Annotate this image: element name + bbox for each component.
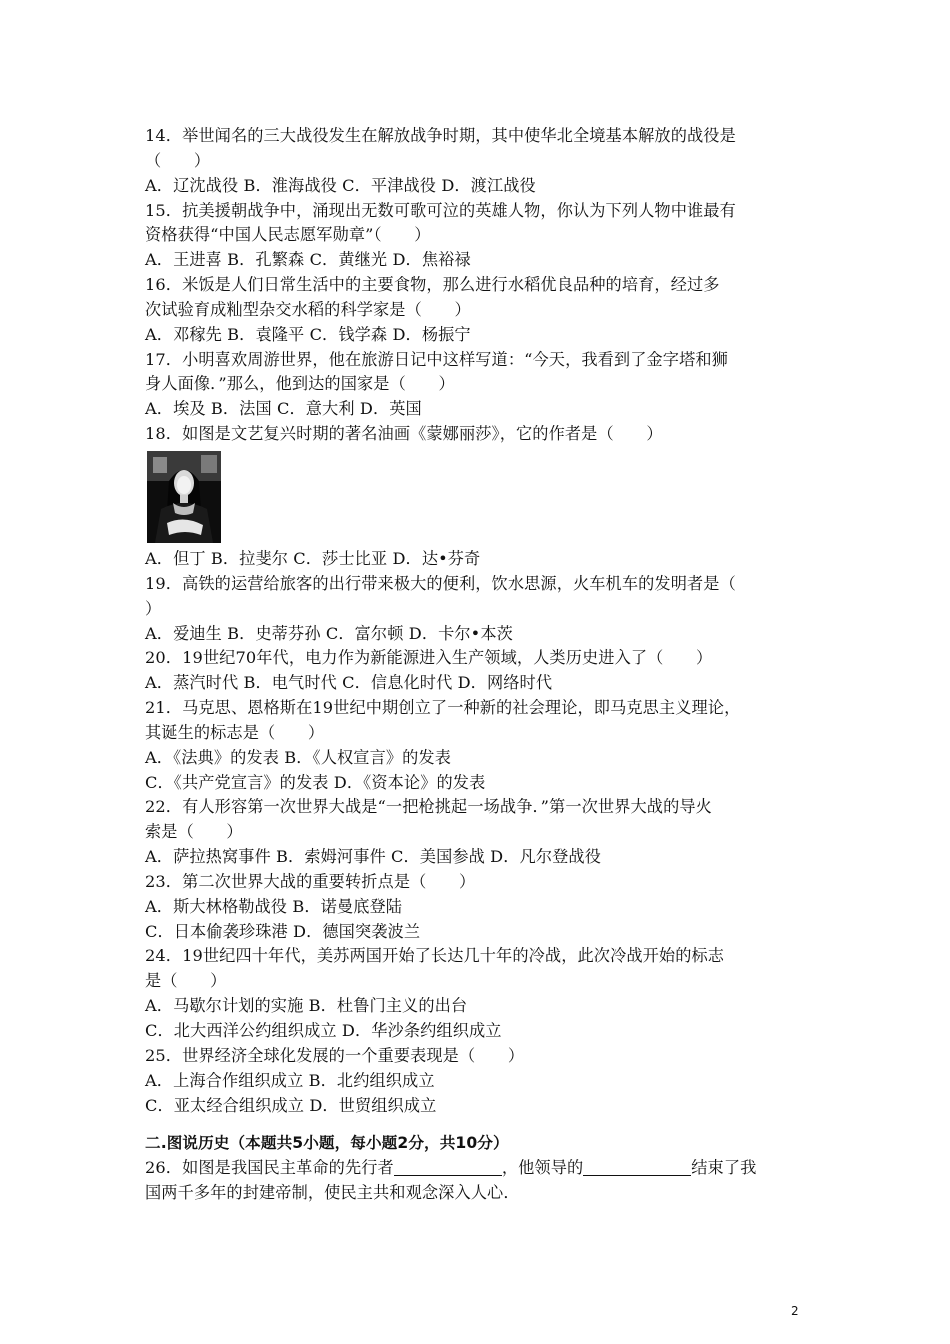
text-line: A．马歇尔计划的实施 B．杜鲁门主义的出台 <box>145 996 468 1016</box>
text-line: （ ） <box>145 150 211 170</box>
text-line: C．亚太经合组织成立 D．世贸组织成立 <box>145 1095 437 1115</box>
text-line: A．上海合作组织成立 B．北约组织成立 <box>145 1070 435 1090</box>
text-line: A．爱迪生 B．史蒂芬孙 C．富尔顿 D．卡尔•本茨 <box>145 623 513 643</box>
text-line: 21．马克思、恩格斯在19世纪中期创立了一种新的社会理论，即马克思主义理论， <box>145 698 741 718</box>
text-line: A．《法典》的发表 B．《人权宣言》的发表 <box>145 747 452 767</box>
text-line: 16．米饭是人们日常生活中的主要食物，那么进行水稻优良品种的培育，经过多 <box>145 275 720 295</box>
section-title: 二.图说历史（本题共5小题，每小题2分，共10分） <box>145 1134 509 1153</box>
text-line: A．但丁 B．拉斐尔 C．莎士比亚 D．达•芬奇 <box>145 548 481 568</box>
mona-lisa-image-area <box>145 447 813 547</box>
text-line: 14．举世闻名的三大战役发生在解放战争时期，其中使华北全境基本解放的战役是 <box>145 126 736 145</box>
text-line: 17．小明喜欢周游世界，他在旅游日记中这样写道：“今天，我看到了金字塔和狮 <box>145 349 728 369</box>
text-line: 23．第二次世界大战的重要转折点是（ ） <box>145 871 476 891</box>
text-line: A．斯大林格勒战役 B．诺曼底登陆 <box>145 896 403 916</box>
text-line: 20．19世纪70年代，电力作为新能源进入生产领域，人类历史进入了（ ） <box>145 648 713 668</box>
text-line: 索是（ ） <box>145 822 243 842</box>
text-line: 15．抗美援朝战争中，涌现出无数可歌可泣的英雄人物，你认为下列人物中谁最有 <box>145 200 736 220</box>
text-line: ） <box>145 598 162 618</box>
text-line: 22．有人形容第一次世界大战是“一把枪挑起一场战争．”第一次世界大战的导火 <box>145 797 712 817</box>
question-content <box>145 124 813 1206</box>
text-line: C．日本偷袭珍珠港 D．德国突袭波兰 <box>145 921 421 941</box>
text-line: 次试验育成籼型杂交水稻的科学家是（ ） <box>145 299 471 319</box>
text-line: 资格获得“中国人民志愿军勋章”（ ） <box>145 225 431 245</box>
text-line: C．《共产党宣言》的发表 D．《资本论》的发表 <box>145 772 486 792</box>
answer-blank-2[interactable] <box>583 1159 691 1176</box>
text-line: A．辽沈战役 B．淮海战役 C．平津战役 D．渡江战役 <box>145 175 536 195</box>
answer-blank-1[interactable] <box>394 1159 502 1176</box>
mona-lisa-image <box>147 451 221 543</box>
questions-14-18 <box>145 124 813 447</box>
page-number: 2 <box>791 1304 799 1318</box>
text-line: 其诞生的标志是（ ） <box>145 722 325 742</box>
question-26-line-2: 国两千多年的封建帝制，使民主共和观念深入人心． <box>145 1183 520 1203</box>
text-line: 25．世界经济全球化发展的一个重要表现是（ ） <box>145 1045 525 1065</box>
text-line: 19．高铁的运营给旅客的出行带来极大的便利，饮水思源，火车机车的发明者是（ <box>145 573 736 593</box>
text-line: 18．如图是文艺复兴时期的著名油画《蒙娜丽莎》，它的作者是（ ） <box>145 424 663 444</box>
question-26-line-1: 26．如图是我国民主革命的先行者 ，他领导的 结束了我 <box>145 1158 757 1178</box>
text-line: 24．19世纪四十年代，美苏两国开始了长达几十年的冷战，此次冷战开始的标志 <box>145 946 725 966</box>
text-line: 是（ ） <box>145 971 227 991</box>
text-line: A．埃及 B．法国 C．意大利 D．英国 <box>145 399 422 419</box>
text-line: 身人面像．”那么，他到达的国家是（ ） <box>145 374 455 394</box>
text-line: A．萨拉热窝事件 B．索姆河事件 C．美国参战 D．凡尔登战役 <box>145 847 601 867</box>
text-line: C．北大西洋公约组织成立 D．华沙条约组织成立 <box>145 1021 502 1040</box>
text-line: A．蒸汽时代 B．电气时代 C．信息化时代 D．网络时代 <box>145 673 553 693</box>
text-line: A．王进喜 B．孔繁森 C．黄继光 D．焦裕禄 <box>145 250 471 270</box>
questions-18-25 <box>145 547 813 1118</box>
text-line: A．邓稼先 B．袁隆平 C．钱学森 D．杨振宁 <box>145 324 471 344</box>
